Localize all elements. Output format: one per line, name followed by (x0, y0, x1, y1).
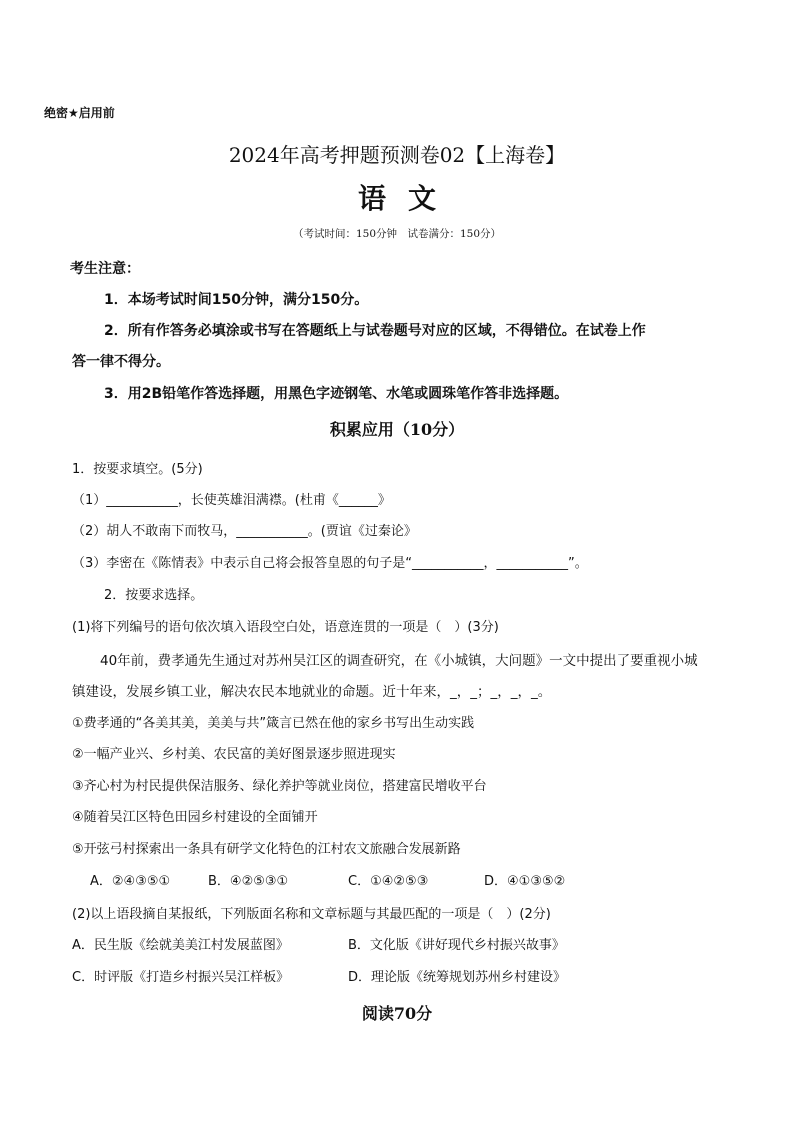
passage-line-1: 40年前，费孝通先生通过对苏州吴江区的调查研究，在《小城镇，大问题》一文中提出了要重视小城 (100, 653, 698, 669)
passage-line-2: 镇建设，发展乡镇工业，解决农民本地就业的命题。近十年来，_，_；_，_，_。 (72, 684, 552, 700)
option-2-b: B．文化版《讲好现代乡村振兴故事》 (348, 938, 565, 953)
question-2-sub-1: (1)将下列编号的语句依次填入语段空白处，语意连贯的一项是（ ）(3分) (72, 620, 499, 635)
sentence-4: ④随着吴江区特色田园乡村建设的全面铺开 (72, 810, 318, 825)
notice-item-3: 3．用2B铅笔作答选择题，用黑色字迹钢笔、水笔或圆珠笔作答非选择题。 (104, 386, 569, 402)
notice-item-1: 1．本场考试时间150分钟，满分150分。 (104, 292, 369, 308)
question-1-item-1: （1）___________，长使英雄泪满襟。(杜甫《______》 (72, 493, 391, 508)
subject-title: 语文 (357, 182, 458, 215)
question-1-stem: 1．按要求填空。(5分) (72, 462, 203, 477)
option-2-c: C．时评版《打造乡村振兴吴江样板》 (72, 970, 290, 985)
option-a: A．②④③⑤① (90, 874, 171, 889)
option-d: D．④①③⑤② (484, 874, 566, 889)
question-1-item-2: （2）胡人不敢南下而牧马，___________。(贾谊《过秦论》 (72, 524, 417, 539)
option-c: C．①④②⑤③ (348, 874, 429, 889)
sentence-2: ②一幅产业兴、乡村美、农民富的美好图景逐步照进现实 (72, 747, 396, 762)
exam-meta: （考试时间：150分钟 试卷满分：150分） (292, 228, 502, 240)
option-2-a: A．民生版《绘就美美江村发展蓝图》 (72, 938, 289, 953)
confidential-mark: 绝密★启用前 (44, 106, 115, 120)
sentence-1: ①费孝通的“各美其美，美美与共”箴言已然在他的家乡书写出生动实践 (72, 716, 475, 731)
section-title-reading: 阅读70分 (361, 1004, 433, 1023)
notice-item-2: 2．所有作答务必填涂或书写在答题纸上与试卷题号对应的区域，不得错位。在试卷上作 (104, 323, 646, 339)
exam-title: 2024年高考押题预测卷02【上海卷】 (228, 143, 566, 167)
sentence-5: ⑤开弦弓村探索出一条具有研学文化特色的江村农文旅融合发展新路 (72, 842, 461, 857)
question-2-stem: 2．按要求选择。 (104, 588, 204, 603)
option-b: B．④②⑤③① (208, 874, 289, 889)
option-2-d: D．理论版《统筹规划苏州乡村建设》 (348, 970, 567, 985)
notice-heading: 考生注意： (70, 261, 140, 277)
sentence-3: ③齐心村为村民提供保洁服务、绿化养护等就业岗位，搭建富民增收平台 (72, 779, 487, 794)
question-1-item-3: （3）李密在《陈情表》中表示自己将会报答皇恩的句子是“___________，___________”。 (72, 556, 588, 571)
notice-item-2-continued: 答一律不得分。 (72, 354, 170, 370)
question-2-sub-2: (2)以上语段摘自某报纸，下列版面名称和文章标题与其最匹配的一项是（ ）(2分) (72, 907, 551, 922)
section-title-accumulation: 积累应用（10分） (329, 420, 465, 439)
